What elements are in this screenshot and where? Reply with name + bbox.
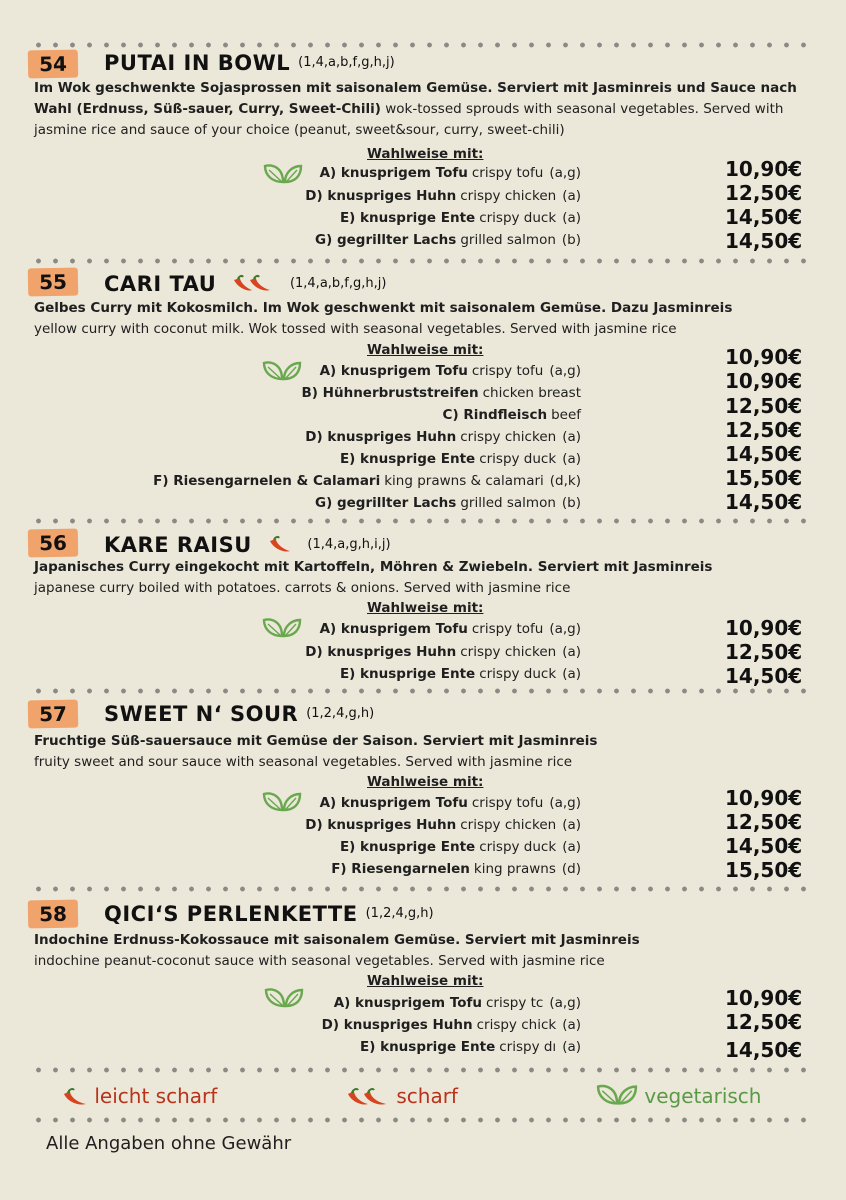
option-de: A) knusprigem Tofu — [319, 621, 468, 637]
price: 12,50€ — [725, 1010, 803, 1034]
dish-title — [104, 51, 395, 75]
option-de: G) gegrillter Lachs — [315, 495, 457, 511]
options-heading: Wahlweise mit: — [367, 146, 484, 162]
option-en: crispy duck — [479, 210, 557, 226]
price: 10,90€ — [725, 986, 803, 1010]
price: 12,50€ — [725, 640, 803, 664]
legend-hot — [344, 1082, 458, 1108]
option-en: crispy tofu — [471, 363, 544, 379]
price: 12,50€ — [725, 810, 803, 834]
dish-description — [34, 930, 814, 972]
option-row — [0, 839, 846, 861]
option-de: E) knusprige Ente — [360, 1039, 496, 1055]
desc-de-2: Wahl (Erdnuss, Süß-sauer, Curry, Sweet-Chili) — [34, 101, 381, 117]
vegetarian-leaf-icon — [596, 1082, 638, 1108]
dish-title — [104, 270, 386, 296]
option-row — [0, 644, 846, 666]
price: 10,90€ — [725, 157, 803, 181]
option-row — [0, 817, 846, 839]
desc-de: Japanisches Curry eingekocht mit Kartoffeln, Möhren & Zwiebeln. Serviert mit Jasminreis — [34, 559, 713, 575]
dish-number: 55 — [28, 268, 78, 297]
dish-number: 54 — [28, 50, 78, 79]
legend-veg-label: vegetarisch — [644, 1084, 762, 1108]
dish-title-text: KARE RAISU — [104, 533, 252, 557]
option-de: A) knusprigem Tofu — [319, 363, 468, 379]
option-row — [0, 795, 846, 817]
desc-en: japanese curry boiled with potatoes. carrots & onions. Served with jasmine rice — [34, 580, 571, 596]
option-label — [360, 1039, 581, 1055]
allergen-codes: (a,g) — [549, 795, 581, 811]
option-de: D) knuspriges Huhn — [305, 188, 457, 204]
option-de: D) knuspriges Huhn — [305, 817, 457, 833]
allergen-codes: (a) — [562, 817, 581, 833]
price: 10,90€ — [725, 786, 803, 810]
allergen-codes: (b) — [561, 495, 581, 511]
allergen-codes: (a) — [562, 666, 581, 682]
option-en: crispy tc — [486, 995, 544, 1011]
option-label — [340, 666, 581, 682]
option-en: crispy tofu — [471, 165, 544, 181]
option-label — [320, 363, 581, 379]
option-row — [0, 210, 846, 232]
chili-icon — [60, 1082, 88, 1108]
option-label — [340, 210, 581, 226]
option-label — [305, 188, 581, 204]
option-row — [0, 1017, 846, 1039]
allergen-codes: (a,g) — [549, 363, 581, 379]
dish-codes: (1,4,a,b,f,g,h,j) — [289, 276, 387, 291]
option-row — [0, 473, 846, 495]
option-en: crispy chick — [476, 1017, 557, 1033]
option-en: crispy chicken — [460, 188, 557, 204]
option-row — [0, 188, 846, 210]
option-label — [305, 817, 581, 833]
allergen-codes: (b) — [561, 232, 581, 248]
dish-description — [34, 298, 814, 340]
option-row — [0, 1039, 846, 1061]
option-label — [320, 165, 581, 181]
option-label — [153, 473, 581, 489]
dish-description — [34, 731, 814, 773]
option-row — [0, 621, 846, 643]
option-en: king prawns — [473, 861, 556, 877]
option-row — [0, 407, 846, 429]
option-en: grilled salmon — [460, 232, 556, 248]
option-row — [0, 451, 846, 473]
option-en: crispy chicken — [460, 429, 557, 445]
allergen-codes: (d) — [561, 861, 581, 877]
dish-codes: (1,2,4,g,h) — [306, 706, 375, 721]
divider — [30, 1067, 816, 1073]
option-de: A) knusprigem Tofu — [319, 795, 468, 811]
option-de: E) knusprige Ente — [339, 666, 476, 682]
divider — [30, 518, 816, 524]
option-en: king prawns & calamari — [384, 473, 544, 489]
option-row — [0, 165, 846, 187]
option-row — [0, 232, 846, 254]
option-label — [315, 495, 581, 511]
option-label — [315, 232, 581, 248]
option-label — [334, 995, 581, 1011]
allergen-codes: (a,g) — [549, 621, 581, 637]
option-en: crispy duck — [479, 666, 557, 682]
price: 10,90€ — [725, 369, 803, 393]
divider — [30, 886, 816, 892]
dish-title-text: CARI TAU — [104, 272, 217, 296]
option-row — [0, 666, 846, 688]
option-de: F) Riesengarnelen & Calamari — [153, 473, 381, 489]
option-row — [0, 363, 846, 385]
option-en: crispy tofu — [471, 795, 544, 811]
desc-en: fruity sweet and sour sauce with seasonal vegetables. Served with jasmine rice — [34, 754, 573, 770]
dish-number: 56 — [28, 529, 78, 558]
allergen-codes: (a) — [562, 188, 581, 204]
allergen-codes: (a) — [562, 1017, 581, 1033]
allergen-codes: (d,k) — [549, 473, 581, 489]
legend-hot-label: scharf — [396, 1084, 458, 1108]
option-row — [0, 385, 846, 407]
dish-title — [104, 902, 434, 926]
price: 14,50€ — [725, 664, 803, 688]
allergen-codes: (a) — [562, 644, 581, 660]
price: 15,50€ — [725, 466, 803, 490]
chili-icon — [344, 1082, 390, 1108]
option-label — [320, 621, 581, 637]
option-de: B) Hühnerbruststreifen — [301, 385, 479, 401]
options-heading: Wahlweise mit: — [367, 774, 484, 790]
option-en: crispy tofu — [471, 621, 544, 637]
option-de: D) knuspriges Huhn — [305, 429, 457, 445]
desc-de: Gelbes Curry mit Kokosmilch. Im Wok geschwenkt mit saisonalem Gemüse. Dazu Jasminreis — [34, 300, 733, 316]
dish-title-text: SWEET N‘ SOUR — [104, 702, 299, 726]
desc-en-2: jasmine rice and sauce of your choice (peanut, sweet&sour, curry, sweet-chili) — [34, 122, 565, 138]
price: 14,50€ — [725, 490, 803, 514]
divider — [30, 1117, 816, 1123]
disclaimer: Alle Angaben ohne Gewähr — [46, 1133, 292, 1154]
dish-number: 58 — [28, 900, 78, 929]
option-label — [340, 839, 581, 855]
desc-en: indochine peanut-coconut sauce with seasonal vegetables. Served with jasmine rice — [34, 953, 605, 969]
divider — [30, 688, 816, 694]
options-heading: Wahlweise mit: — [367, 342, 484, 358]
allergen-codes: (a) — [562, 1039, 581, 1055]
desc-en: yellow curry with coconut milk. Wok tossed with seasonal vegetables. Served with jasmine rice — [34, 321, 677, 337]
option-en: beef — [551, 407, 581, 423]
price: 10,90€ — [725, 616, 803, 640]
option-en: crispy duck — [479, 839, 557, 855]
option-label — [322, 1017, 581, 1033]
dish-codes: (1,4,a,b,f,g,h,j) — [298, 55, 395, 70]
option-de: C) Rindfleisch — [442, 407, 548, 423]
chili-icon — [266, 531, 292, 555]
desc-de: Im Wok geschwenkte Sojasprossen mit saisonalem Gemüse. Serviert mit Jasminreis und Sauce nach — [34, 80, 797, 96]
option-de: E) knusprige Ente — [339, 451, 476, 467]
options-heading: Wahlweise mit: — [367, 600, 484, 616]
dish-codes: (1,4,a,g,h,i,j) — [307, 537, 391, 552]
dish-title-text: QICI‘S PERLENKETTE — [104, 902, 358, 926]
price: 15,50€ — [725, 858, 803, 882]
dish-description — [34, 557, 814, 599]
dish-title — [104, 531, 391, 557]
chili-icon — [230, 270, 274, 294]
option-row — [0, 429, 846, 451]
option-en: crispy chicken — [460, 644, 557, 660]
option-row — [0, 995, 846, 1017]
dish-description — [34, 78, 814, 141]
option-de: F) Riesengarnelen — [331, 861, 470, 877]
option-label — [305, 429, 581, 445]
option-de: E) knusprige Ente — [339, 210, 476, 226]
option-en: chicken breast — [482, 385, 581, 401]
option-label — [320, 795, 581, 811]
price: 12,50€ — [725, 181, 803, 205]
price: 14,50€ — [725, 1038, 803, 1062]
option-row — [0, 861, 846, 883]
option-en: crispy duck — [479, 451, 557, 467]
allergen-codes: (a,g) — [549, 165, 581, 181]
allergen-codes: (a) — [562, 839, 581, 855]
option-de: A) knusprigem Tofu — [319, 165, 468, 181]
option-de: D) knuspriges Huhn — [321, 1017, 473, 1033]
legend-veg — [596, 1082, 761, 1108]
options-heading: Wahlweise mit: — [367, 973, 484, 989]
divider — [30, 258, 816, 264]
allergen-codes: (a,g) — [549, 995, 581, 1011]
dish-number: 57 — [28, 700, 78, 729]
price: 14,50€ — [725, 205, 803, 229]
desc-de: Fruchtige Süß-sauersauce mit Gemüse der Saison. Serviert mit Jasminreis — [34, 733, 598, 749]
allergen-codes: (a) — [562, 429, 581, 445]
option-label — [302, 385, 581, 401]
allergen-codes: (a) — [562, 210, 581, 226]
option-de: D) knuspriges Huhn — [305, 644, 457, 660]
desc-en: wok-tossed sprouds with seasonal vegetables. Served with — [385, 101, 784, 117]
option-label — [331, 861, 581, 877]
desc-de: Indochine Erdnuss-Kokossauce mit saisonalem Gemüse. Serviert mit Jasminreis — [34, 932, 640, 948]
option-de: A) knusprigem Tofu — [333, 995, 482, 1011]
price: 10,90€ — [725, 345, 803, 369]
option-en: grilled salmon — [460, 495, 556, 511]
price: 14,50€ — [725, 834, 803, 858]
option-en: crispy chicken — [460, 817, 557, 833]
option-de: E) knusprige Ente — [339, 839, 476, 855]
dish-title-text: PUTAI IN BOWL — [104, 51, 291, 75]
allergen-codes: (a) — [562, 451, 581, 467]
dish-codes: (1,2,4,g,h) — [365, 906, 434, 921]
divider — [30, 42, 816, 48]
legend-mild — [60, 1082, 217, 1108]
option-label — [443, 407, 581, 423]
option-row — [0, 495, 846, 517]
option-de: G) gegrillter Lachs — [315, 232, 457, 248]
legend-mild-label: leicht scharf — [94, 1084, 218, 1108]
price: 12,50€ — [725, 394, 803, 418]
price: 12,50€ — [725, 418, 803, 442]
price: 14,50€ — [725, 442, 803, 466]
option-label — [340, 451, 581, 467]
price: 14,50€ — [725, 229, 803, 253]
dish-title — [104, 702, 374, 726]
option-en: crispy dı — [499, 1039, 557, 1055]
option-label — [305, 644, 581, 660]
